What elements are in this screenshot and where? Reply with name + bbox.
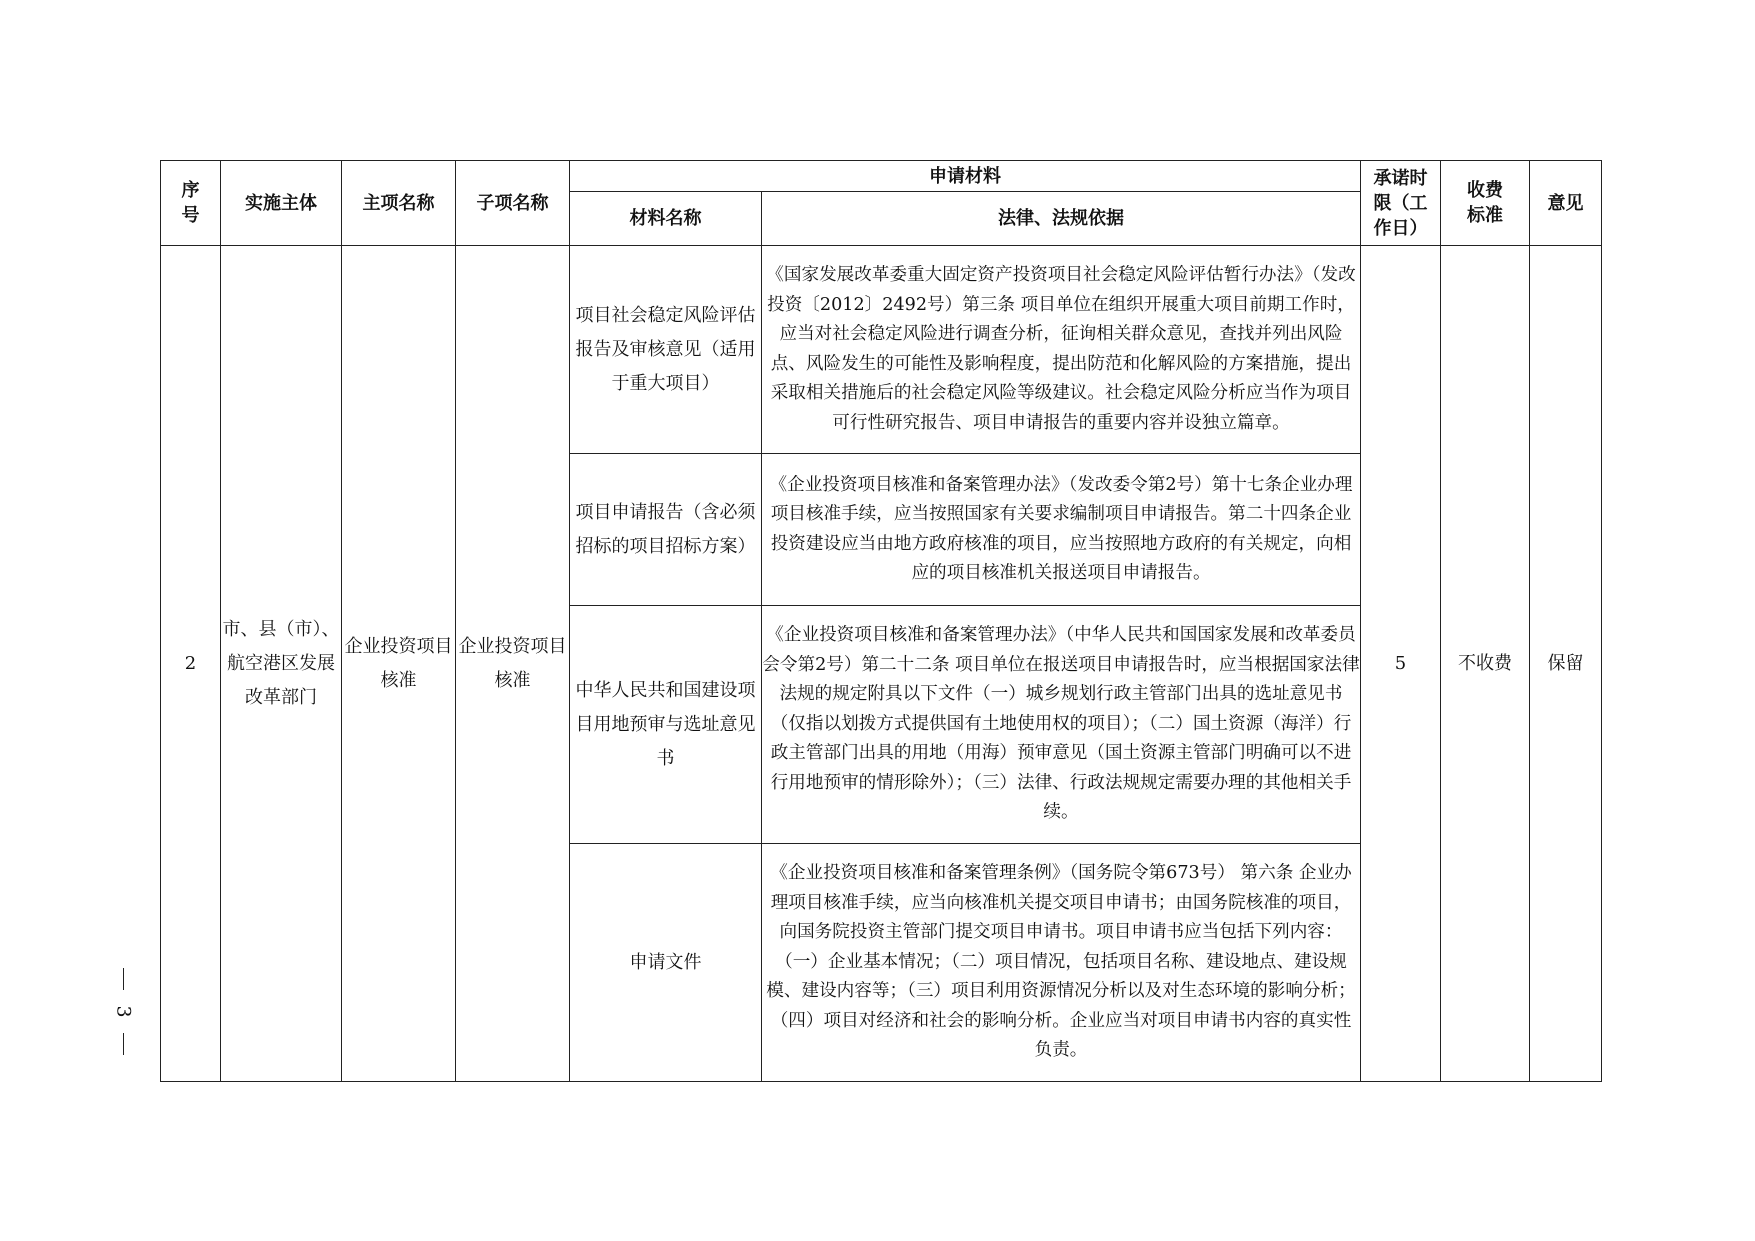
header-opinion: 意见 [1530, 161, 1602, 246]
material-basis: 《企业投资项目核准和备案管理条例》（国务院令第673号） 第六条 企业办理项目核准手续，应当向核准机关提交项目申请书；由国务院核准的项目，向国务院投资主管部门提交项目申请书。项目申请书应当包括下列内容：（一）企业基本情况；（二）项目情况，包括项目名称、建设地点、建设规模、建设内容等；（三）项目利用资源情况分析以及对生态环境的影响分析；（四）项目对经济和社会的影响分析。企业应当对项目申请书内容的真实性负责。 [762, 844, 1361, 1082]
cell-sub-item: 企业投资项目核准 [456, 246, 570, 1082]
page-number-dash-bottom [123, 1033, 124, 1055]
material-basis: 《企业投资项目核准和备案管理办法》（中华人民共和国国家发展和改革委员会令第2号）第二十二条 项目单位在报送项目申请报告时，应当根据国家法律法规的规定附具以下文件（一）城乡规划行政主管部门出具的选址意见书（仅指以划拨方式提供国有土地使用权的项目）；（二）国土资源（海洋）行政主管部门出具的用地（用海）预审意见（国土资源主管部门明确可以不进行用地预审的情形除外）；（三）法律、行政法规规定需要办理的其他相关手续。 [762, 606, 1361, 844]
header-fee: 收费标准 [1441, 161, 1530, 246]
header-legal-basis: 法律、法规依据 [762, 192, 1361, 246]
material-name: 项目社会稳定风险评估报告及审核意见（适用于重大项目） [570, 246, 762, 454]
material-basis: 《企业投资项目核准和备案管理办法》（发改委令第2号）第十七条企业办理项目核准手续，应当按照国家有关要求编制项目申请报告。第二十四条企业投资建设应当由地方政府核准的项目，应当按照地方政府的有关规定，向相应的项目核准机关报送项目申请报告。 [762, 454, 1361, 606]
cell-fee: 不收费 [1441, 246, 1530, 1082]
header-main-item: 主项名称 [342, 161, 456, 246]
approval-items-table [160, 160, 1602, 1082]
cell-seq: 2 [161, 246, 221, 1082]
cell-implementer: 市、县（市）、航空港区发展改革部门 [221, 246, 342, 1082]
material-name: 项目申请报告（含必须招标的项目招标方案） [570, 454, 762, 606]
cell-main-item: 企业投资项目核准 [342, 246, 456, 1082]
header-implementer: 实施主体 [221, 161, 342, 246]
header-seq: 序号 [161, 161, 221, 246]
table-row [161, 246, 1602, 454]
material-basis: 《国家发展改革委重大固定资产投资项目社会稳定风险评估暂行办法》（发改投资〔2012〕2492号）第三条 项目单位在组织开展重大项目前期工作时，应当对社会稳定风险进行调查分析，征询相关群众意见，查找并列出风险点、风险发生的可能性及影响程度，提出防范和化解风险的方案措施，提出采取相关措施后的社会稳定风险等级建议。社会稳定风险分析应当作为项目可行性研究报告、项目申请报告的重要内容并设独立篇章。 [762, 246, 1361, 454]
cell-opinion: 保留 [1530, 246, 1602, 1082]
header-material-name: 材料名称 [570, 192, 762, 246]
cell-deadline: 5 [1361, 246, 1441, 1082]
page-number-dash-top [123, 968, 124, 990]
page-number-text: 3 [112, 1005, 135, 1018]
page-number [108, 968, 138, 1055]
header-deadline: 承诺时限（工作日） [1361, 161, 1441, 246]
header-sub-item: 子项名称 [456, 161, 570, 246]
header-materials-group: 申请材料 [570, 161, 1361, 192]
material-name: 中华人民共和国建设项目用地预审与选址意见书 [570, 606, 762, 844]
material-name: 申请文件 [570, 844, 762, 1082]
